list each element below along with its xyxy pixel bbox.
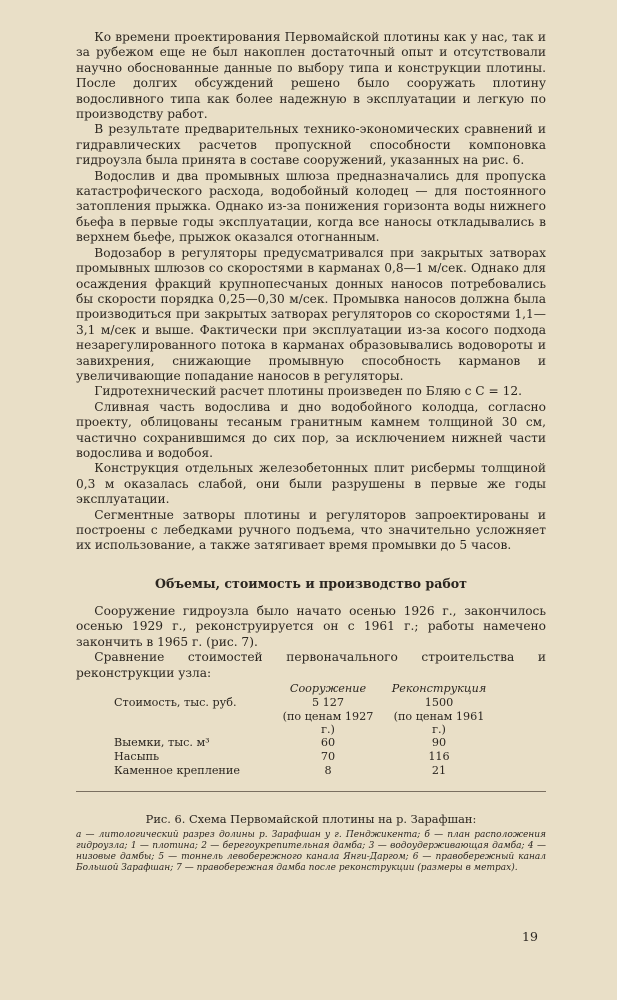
paragraph-7: Конструкция отдельных железобетонных плит рисбермы толщиной 0,3 м оказалась слабой, они были разрушены в первые же годы эксплуатации. bbox=[76, 461, 546, 507]
table-header: Реконструкция bbox=[391, 682, 487, 695]
page-number: 19 bbox=[522, 929, 538, 944]
table-cell: 8 bbox=[324, 764, 332, 777]
table-cell: Каменное крепление bbox=[114, 764, 240, 777]
table-cell: 21 bbox=[431, 764, 447, 777]
figure-legend: а — литологический разрез долины р. Зарафшан у г. Пенджикента; б — план расположения гидроузла; 1 — плотина; 2 — берегоукрепительная дамба; 3 — водоудерживающая дамба; 4 — низовые дамбы; 5 — тоннель левобережного канала Янги-Даргом; 6 — правобережный канал Большой Зарафшан; 7 — правобережная дамба после реконструкции (размеры в метрах). bbox=[76, 830, 546, 873]
table-row bbox=[110, 750, 496, 764]
table-header bbox=[110, 682, 274, 696]
table-row bbox=[110, 710, 496, 736]
paragraph-3: Водослив и два промывных шлюза предназначались для пропуска катастрофического расхода, водобойный колодец — для постоянного затопления прыжка. Однако из-за понижения горизонта воды нижнего бьефа в первые годы эксплуатации, когда все наносы откладывались в верхнем бьефе, прыжок оказался отогнанным. bbox=[76, 168, 546, 245]
paragraph-10: Сравнение стоимостей первоначального строительства и реконструкции узла: bbox=[76, 650, 546, 680]
table-cell: (по ценам 1961 г.) bbox=[393, 710, 485, 736]
paragraph-8: Сегментные затворы плотины и регуляторов запроектированы и построены с лебедками ручного подъема, что значительно усложняет их использование, а также затягивает время промывки до 5 часов. bbox=[76, 507, 546, 553]
table-cell: 70 bbox=[320, 750, 336, 763]
table-header-row bbox=[110, 682, 496, 696]
table-cell: Насыпь bbox=[114, 750, 160, 763]
section-heading: Объемы, стоимость и производство работ bbox=[155, 576, 467, 591]
table-cell bbox=[110, 710, 274, 736]
table-cell: 5 127 bbox=[311, 696, 345, 709]
cost-comparison-table bbox=[110, 682, 496, 778]
table-cell: Стоимость, тыс. руб. bbox=[114, 696, 237, 709]
table-cell: 116 bbox=[428, 750, 450, 763]
paragraph-9: Сооружение гидроузла было начато осенью 1926 г., закончилось осенью 1929 г., реконструируется он с 1961 г.; работы намечено закончить в 1965 г. (рис. 7). bbox=[76, 604, 546, 649]
table-row bbox=[110, 696, 496, 710]
table-cell: 60 bbox=[320, 736, 336, 749]
table-row bbox=[110, 764, 496, 778]
paragraph-5: Гидротехнический расчет плотины произведен по Бляю с C = 12. bbox=[94, 384, 522, 399]
table-cell: (по ценам 1927 г.) bbox=[282, 710, 374, 736]
divider bbox=[76, 791, 546, 792]
table-row bbox=[110, 736, 496, 750]
paragraph-2: В результате предварительных технико-экономических сравнений и гидравлических расчетов пропускной способности компоновка гидроузла была принята в составе сооружений, указанных на рис. 6. bbox=[76, 122, 546, 168]
table-cell: Выемки, тыс. м³ bbox=[114, 736, 210, 749]
table-header: Сооружение bbox=[289, 682, 367, 695]
paragraph-1: Ко времени проектирования Первомайской плотины как у нас, так и за рубежом еще не был накоплен достаточный опыт и отсутствовали научно обоснованные данные по выбору типа и конструкции плотины. После долгих обсуждений решено было сооружать плотину водосливного типа как более надежную в эксплуатации и легкую по производству работ. bbox=[76, 30, 546, 122]
table-cell: 1500 bbox=[424, 696, 454, 709]
table-cell: 90 bbox=[431, 736, 447, 749]
body-text-2 bbox=[76, 604, 546, 681]
paragraph-6: Сливная часть водослива и дно водобойного колодца, согласно проекту, облицованы тесаным гранитным камнем толщиной 30 см, частично сохранившимся до сих пор, за исключением нижней части водослива и водобоя. bbox=[76, 399, 546, 460]
body-text bbox=[76, 30, 546, 554]
paragraph-4: Водозабор в регуляторы предусматривался при закрытых затворах промывных шлюзов со скоростями в карманах 0,8—1 м/сек. Однако для осаждения фракций крупнопесчаных донных наносов потребовались бы скорости порядка 0,25—0,30 м/сек. Промывка наносов должна была производиться при закрытых затворах регуляторов со скоростями 1,1—3,1 м/сек и выше. Фактически при эксплуатации из-за косого подхода незарегулированного потока в карманах образовывались водовороты и завихрения, снижающие промывную способность карманов и увеличивающие попадание наносов в регуляторы. bbox=[76, 245, 546, 383]
figure-caption: Рис. 6. Схема Первомайской плотины на р. Зарафшан: bbox=[145, 812, 477, 826]
